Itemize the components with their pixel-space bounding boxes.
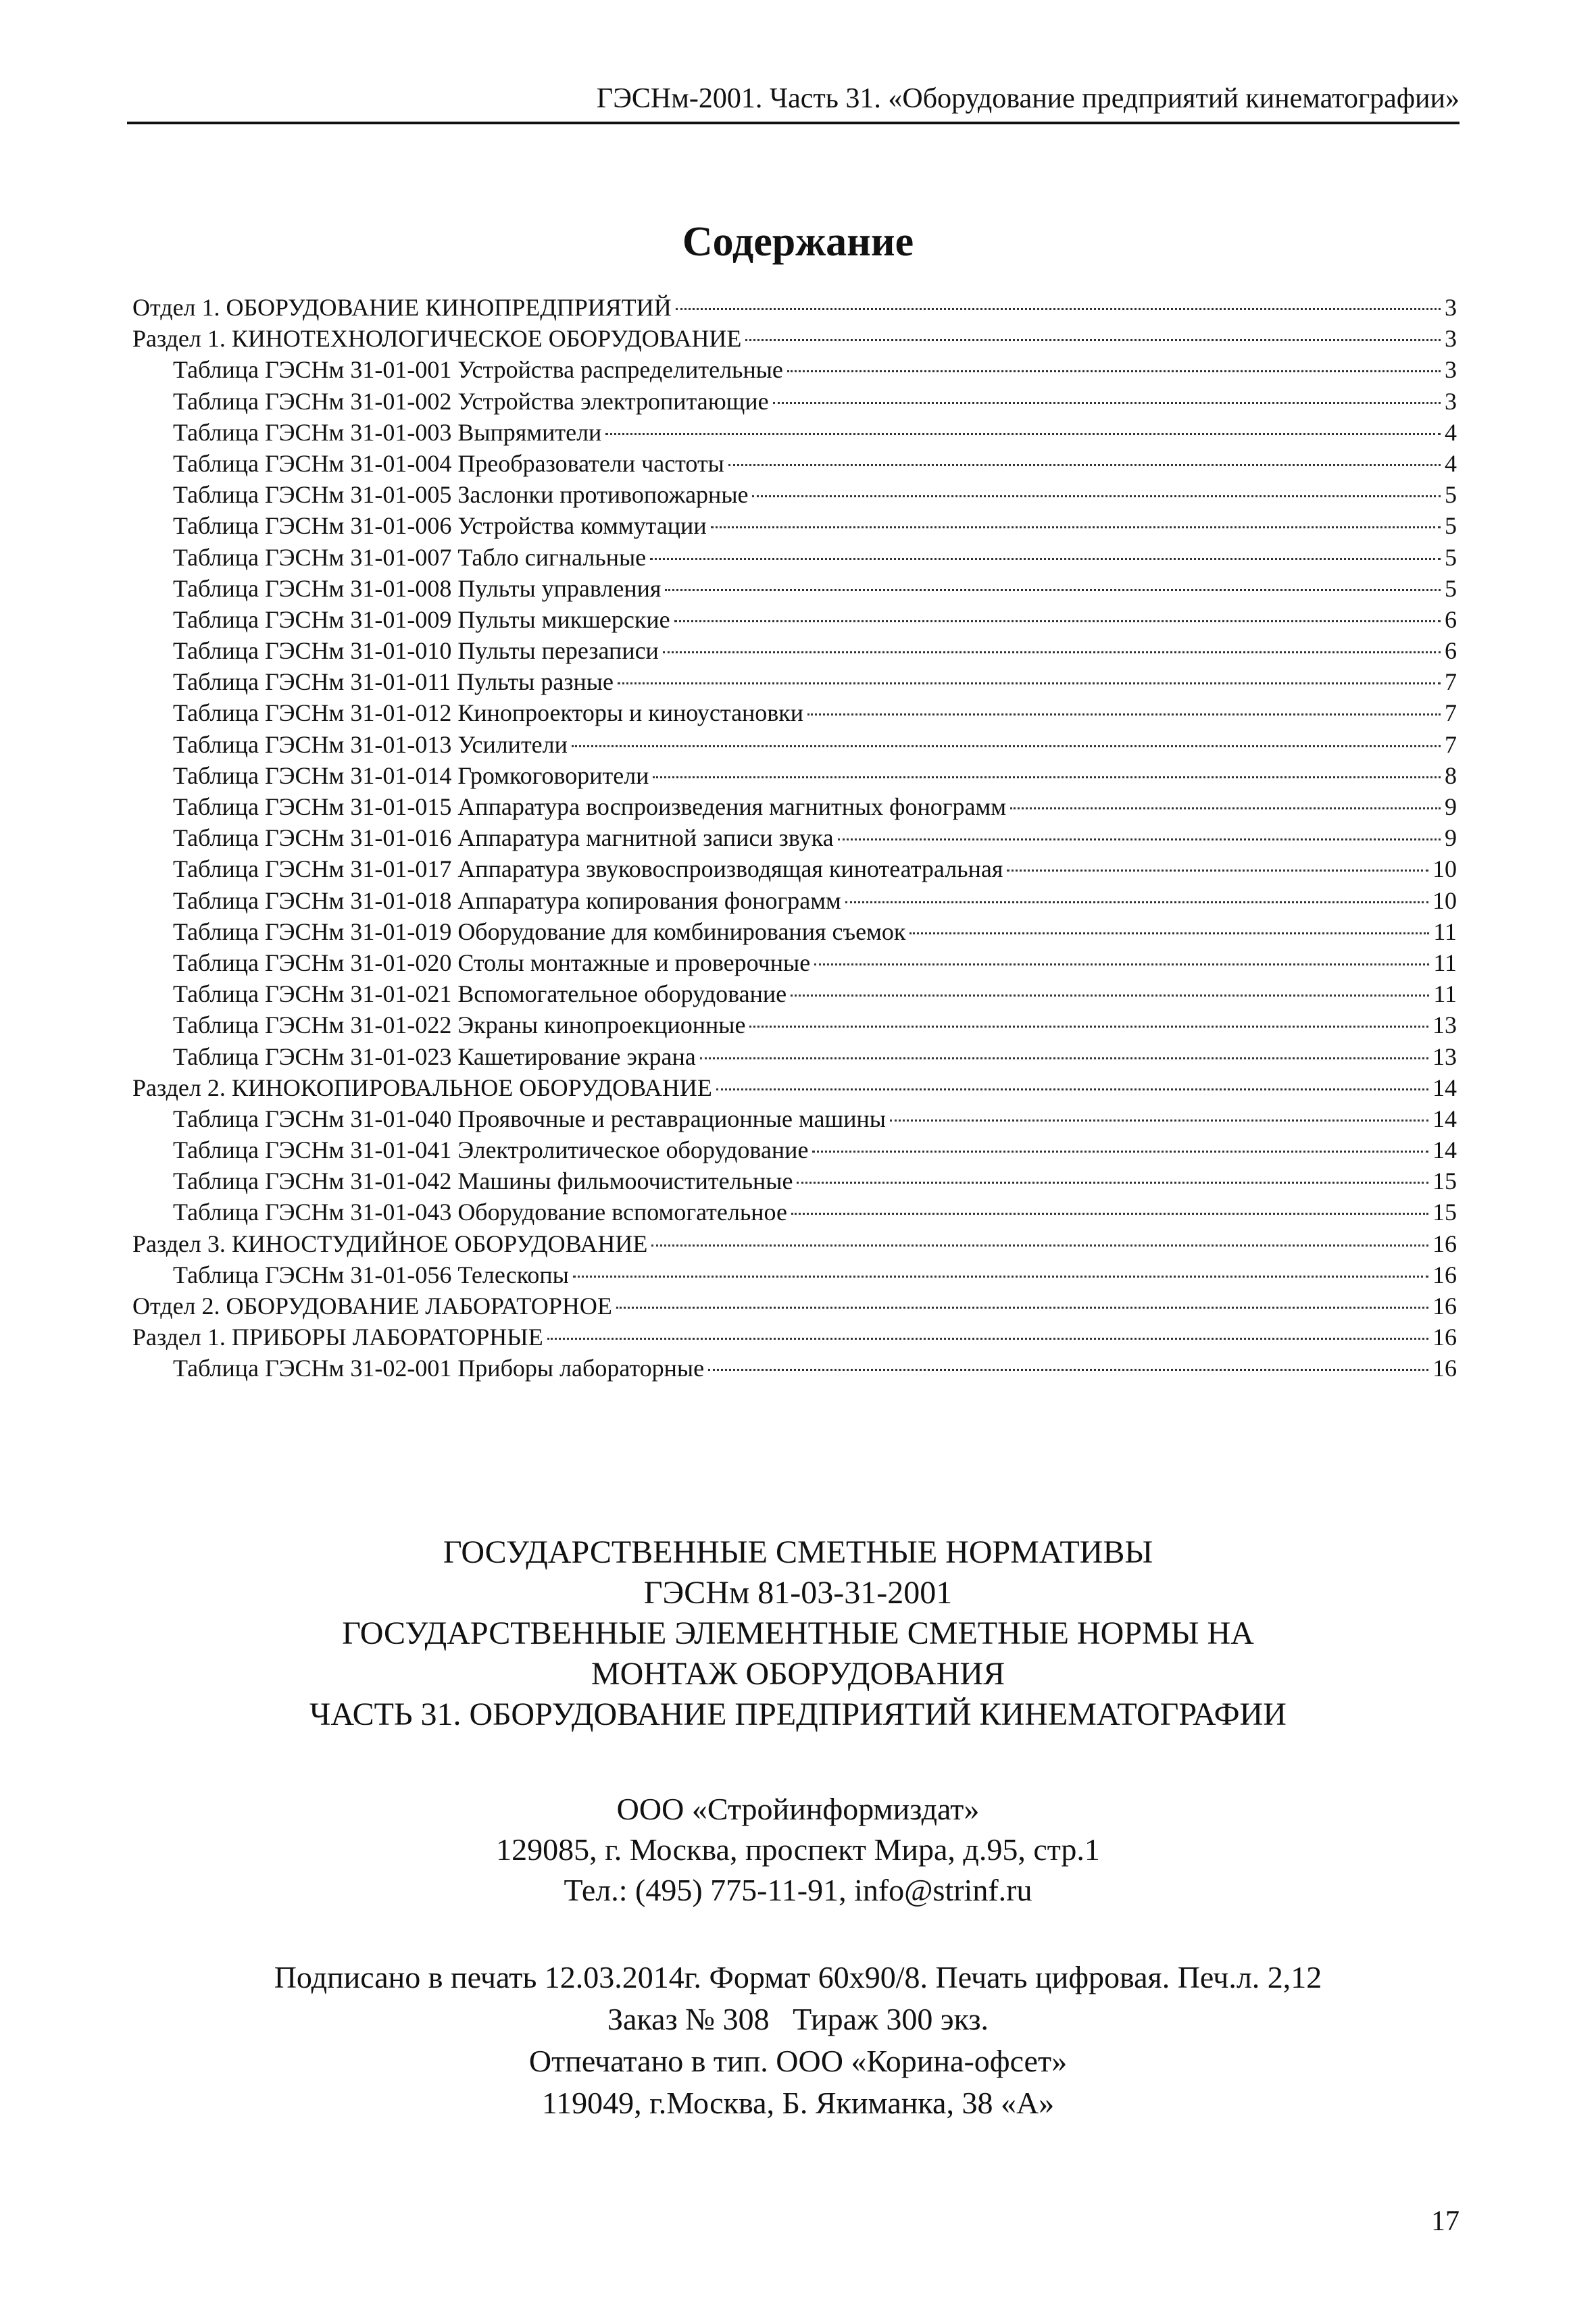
dot-leader <box>663 651 1441 653</box>
print-detail-line: Заказ № 308 Тираж 300 экз. <box>607 2002 989 2036</box>
dot-leader <box>787 370 1441 372</box>
toc-entry-page: 3 <box>1445 387 1457 415</box>
toc-entry-label: Таблица ГЭСНм 31-01-056 Телескопы <box>173 1261 569 1288</box>
toc-entry <box>132 1259 1457 1290</box>
toc-entry-label: Таблица ГЭСНм 31-01-001 Устройства распределительные <box>173 356 783 384</box>
dot-leader <box>653 776 1441 778</box>
toc-entry-label: Таблица ГЭСНм 31-01-041 Электролитическое оборудование <box>173 1136 809 1164</box>
toc-entry-page: 3 <box>1445 294 1457 321</box>
toc-entry-page: 14 <box>1432 1074 1457 1101</box>
toc-entry-page: 11 <box>1433 917 1457 945</box>
imprint-title-line: ГЭСНм 81-03-31-2001 <box>643 1575 953 1611</box>
dot-leader <box>616 1307 1428 1309</box>
imprint-title <box>0 1532 1596 1735</box>
page-number: 17 <box>1431 2206 1460 2237</box>
toc-entry-page: 5 <box>1445 574 1457 602</box>
toc-entry <box>132 1072 1457 1103</box>
toc-entry-page: 10 <box>1432 886 1457 914</box>
toc-entry-page: 16 <box>1432 1324 1457 1351</box>
dot-leader <box>618 682 1441 684</box>
dot-leader <box>797 1182 1428 1184</box>
toc-entry-page: 10 <box>1432 855 1457 883</box>
toc-entry-page: 13 <box>1432 1011 1457 1039</box>
dot-leader <box>838 838 1441 840</box>
toc-entry-label: Таблица ГЭСНм 31-01-022 Экраны кинопроекционные <box>173 1011 746 1039</box>
toc-entry <box>132 542 1457 573</box>
toc-entry-label: Таблица ГЭСНм 31-01-020 Столы монтажные и проверочные <box>173 949 811 976</box>
toc-entry-label: Таблица ГЭСНм 31-01-016 Аппаратура магнитной записи звука <box>173 824 834 852</box>
toc-entry-page: 15 <box>1432 1199 1457 1226</box>
dot-leader <box>708 1369 1428 1371</box>
toc-entry-label: Таблица ГЭСНм 31-02-001 Приборы лабораторные <box>173 1355 705 1382</box>
toc-entry-page: 4 <box>1445 418 1457 446</box>
print-details <box>0 1957 1596 2124</box>
toc-entry <box>132 1197 1457 1228</box>
toc-entry-label: Таблица ГЭСНм 31-01-042 Машины фильмоочистительные <box>173 1167 793 1195</box>
dot-leader <box>845 901 1428 903</box>
toc-entry-label: Раздел 2. КИНОКОПИРОВАЛЬНОЕ ОБОРУДОВАНИЕ <box>132 1074 712 1101</box>
toc-entry <box>132 323 1457 354</box>
publisher-info <box>0 1789 1596 1911</box>
toc-entry-label: Таблица ГЭСНм 31-01-008 Пульты управления <box>173 574 662 602</box>
toc-entry <box>132 666 1457 697</box>
dot-leader <box>700 1057 1428 1059</box>
imprint-title-line: МОНТАЖ ОБОРУДОВАНИЯ <box>591 1656 1005 1692</box>
toc-entry-label: Таблица ГЭСНм 31-01-011 Пульты разные <box>173 668 614 696</box>
toc-entry-page: 5 <box>1445 512 1457 540</box>
toc-entry <box>132 885 1457 916</box>
toc-entry <box>132 791 1457 822</box>
toc-title: Содержание <box>682 219 914 265</box>
toc-entry-label: Таблица ГЭСНм 31-01-006 Устройства коммутации <box>173 512 707 540</box>
dot-leader <box>573 1276 1428 1278</box>
toc-entry <box>132 292 1457 323</box>
toc-entry <box>132 1228 1457 1259</box>
dot-leader <box>807 713 1441 715</box>
toc-entry-label: Таблица ГЭСНм 31-01-015 Аппаратура воспроизведения магнитных фонограмм <box>173 793 1007 820</box>
toc-entry-label: Раздел 3. КИНОСТУДИЙНОЕ ОБОРУДОВАНИЕ <box>132 1230 648 1257</box>
dot-leader <box>651 1244 1428 1247</box>
toc-entry <box>132 760 1457 791</box>
toc-entry-page: 7 <box>1445 668 1457 696</box>
toc-entry <box>132 947 1457 978</box>
dot-leader <box>749 1026 1428 1028</box>
toc-entry-page: 3 <box>1445 325 1457 353</box>
dot-leader <box>572 745 1441 747</box>
toc-entry-label: Раздел 1. КИНОТЕХНОЛОГИЧЕСКОЕ ОБОРУДОВАНИЕ <box>132 325 742 353</box>
dot-leader <box>791 995 1429 997</box>
dot-leader <box>676 308 1441 310</box>
dot-leader <box>812 1151 1428 1153</box>
publisher-line: 129085, г. Москва, проспект Мира, д.95, стр.1 <box>496 1832 1100 1867</box>
toc-entry <box>132 1290 1457 1322</box>
print-detail-line: 119049, г.Москва, Б. Якиманка, 38 «А» <box>541 2086 1055 2120</box>
toc-entry <box>132 479 1457 510</box>
toc-entry <box>132 916 1457 947</box>
toc-entry <box>132 853 1457 884</box>
toc-entry <box>132 697 1457 728</box>
toc-entry-label: Таблица ГЭСНм 31-01-040 Проявочные и реставрационные машины <box>173 1105 886 1132</box>
dot-leader <box>711 526 1441 528</box>
dot-leader <box>650 558 1441 560</box>
toc-entry-page: 9 <box>1445 793 1457 820</box>
imprint-title-line: ГОСУДАРСТВЕННЫЕ СМЕТНЫЕ НОРМАТИВЫ <box>443 1534 1153 1570</box>
toc-entry-label: Отдел 1. ОБОРУДОВАНИЕ КИНОПРЕДПРИЯТИЙ <box>132 294 672 321</box>
toc-entry <box>132 978 1457 1009</box>
toc-entry-label: Таблица ГЭСНм 31-01-014 Громкоговорители <box>173 761 649 789</box>
dot-leader <box>605 433 1441 435</box>
toc-entry-label: Таблица ГЭСНм 31-01-043 Оборудование вспомогательное <box>173 1199 787 1226</box>
toc-entry <box>132 510 1457 541</box>
toc-entry <box>132 354 1457 385</box>
toc-entry-page: 5 <box>1445 481 1457 509</box>
dot-leader <box>909 932 1429 934</box>
dot-leader <box>674 620 1441 622</box>
imprint-title-line: ЧАСТЬ 31. ОБОРУДОВАНИЕ ПРЕДПРИЯТИЙ КИНЕМАТОГРАФИИ <box>309 1696 1287 1732</box>
print-detail-line: Подписано в печать 12.03.2014г. Формат 60х90/8. Печать цифровая. Печ.л. 2,12 <box>274 1960 1322 1994</box>
toc-entry-label: Таблица ГЭСНм 31-01-010 Пульты перезаписи <box>173 637 659 665</box>
toc-entry-label: Таблица ГЭСНм 31-01-019 Оборудование для комбинирования съемок <box>173 917 906 945</box>
toc-entry <box>132 729 1457 760</box>
toc-entry-page: 16 <box>1432 1230 1457 1257</box>
toc-entry-page: 7 <box>1445 699 1457 727</box>
publisher-line: ООО «Стройинформиздат» <box>616 1792 980 1826</box>
toc-entry-label: Таблица ГЭСНм 31-01-023 Кашетирование экрана <box>173 1042 696 1070</box>
toc-entry-label: Таблица ГЭСНм 31-01-017 Аппаратура звуковоспроизводящая кинотеатральная <box>173 855 1003 883</box>
toc-entry-page: 16 <box>1432 1261 1457 1288</box>
dot-leader <box>547 1338 1428 1340</box>
toc-entry-label: Таблица ГЭСНм 31-01-021 Вспомогательное оборудование <box>173 980 787 1008</box>
toc-entry <box>132 1103 1457 1134</box>
imprint-title-line: ГОСУДАРСТВЕННЫЕ ЭЛЕМЕНТНЫЕ СМЕТНЫЕ НОРМЫ НА <box>342 1615 1254 1651</box>
toc-entry-label: Отдел 2. ОБОРУДОВАНИЕ ЛАБОРАТОРНОЕ <box>132 1292 612 1319</box>
dot-leader <box>773 402 1441 404</box>
toc-entry-label: Таблица ГЭСНм 31-01-004 Преобразователи частоты <box>173 449 724 477</box>
toc-entry-page: 8 <box>1445 761 1457 789</box>
toc-entry <box>132 1165 1457 1197</box>
toc-entry-label: Таблица ГЭСНм 31-01-003 Выпрямители <box>173 418 602 446</box>
toc-entry <box>132 573 1457 604</box>
dot-leader <box>814 963 1429 965</box>
dot-leader <box>1007 870 1428 872</box>
toc-entry-label: Таблица ГЭСНм 31-01-012 Кинопроекторы и киноустановки <box>173 699 804 727</box>
toc-entry <box>132 635 1457 666</box>
toc-entry <box>132 1009 1457 1040</box>
toc-entry <box>132 604 1457 635</box>
toc-entry-page: 15 <box>1432 1167 1457 1195</box>
publisher-line: Тел.: (495) 775-11-91, info@strinf.ru <box>564 1873 1032 1907</box>
toc-entry-label: Таблица ГЭСНм 31-01-002 Устройства электропитающие <box>173 387 769 415</box>
dot-leader <box>791 1213 1428 1215</box>
print-detail-line: Отпечатано в тип. ООО «Корина-офсет» <box>528 2044 1068 2078</box>
toc-entry-page: 14 <box>1432 1136 1457 1164</box>
toc-entry-page: 7 <box>1445 730 1457 758</box>
toc-entry <box>132 822 1457 853</box>
toc-entry-label: Таблица ГЭСНм 31-01-007 Табло сигнальные <box>173 543 647 571</box>
dot-leader <box>728 464 1441 466</box>
toc-entry-page: 11 <box>1433 949 1457 976</box>
dot-leader <box>665 589 1441 591</box>
toc-entry-page: 4 <box>1445 449 1457 477</box>
imprint-block <box>0 1532 1596 2124</box>
toc-entry-page: 14 <box>1432 1105 1457 1132</box>
toc-entry-page: 16 <box>1432 1355 1457 1382</box>
toc-entry <box>132 1322 1457 1353</box>
toc-entry-label: Таблица ГЭСНм 31-01-005 Заслонки противопожарные <box>173 481 749 509</box>
toc-entry-page: 6 <box>1445 605 1457 633</box>
toc-entry <box>132 448 1457 479</box>
toc-entry-page: 11 <box>1433 980 1457 1008</box>
toc-entry <box>132 417 1457 448</box>
table-of-contents <box>132 292 1457 1384</box>
toc-entry-label: Таблица ГЭСНм 31-01-013 Усилители <box>173 730 568 758</box>
toc-entry-page: 6 <box>1445 637 1457 665</box>
dot-leader <box>745 339 1441 341</box>
toc-entry-page: 3 <box>1445 356 1457 384</box>
dot-leader <box>1010 807 1441 809</box>
toc-entry-label: Раздел 1. ПРИБОРЫ ЛАБОРАТОРНЫЕ <box>132 1324 543 1351</box>
toc-entry <box>132 1353 1457 1384</box>
toc-entry-page: 5 <box>1445 543 1457 571</box>
toc-entry <box>132 386 1457 417</box>
toc-entry-label: Таблица ГЭСНм 31-01-018 Аппаратура копирования фонограмм <box>173 886 841 914</box>
dot-leader <box>890 1120 1428 1122</box>
dot-leader <box>752 495 1441 497</box>
toc-entry-page: 9 <box>1445 824 1457 852</box>
toc-entry-page: 13 <box>1432 1042 1457 1070</box>
toc-entry <box>132 1134 1457 1165</box>
toc-entry <box>132 1041 1457 1072</box>
dot-leader <box>716 1088 1428 1090</box>
toc-entry-label: Таблица ГЭСНм 31-01-009 Пульты микшерские <box>173 605 670 633</box>
toc-entry-page: 16 <box>1432 1292 1457 1319</box>
running-header: ГЭСНм-2001. Часть 31. «Оборудование предприятий кинематографии» <box>127 80 1460 124</box>
